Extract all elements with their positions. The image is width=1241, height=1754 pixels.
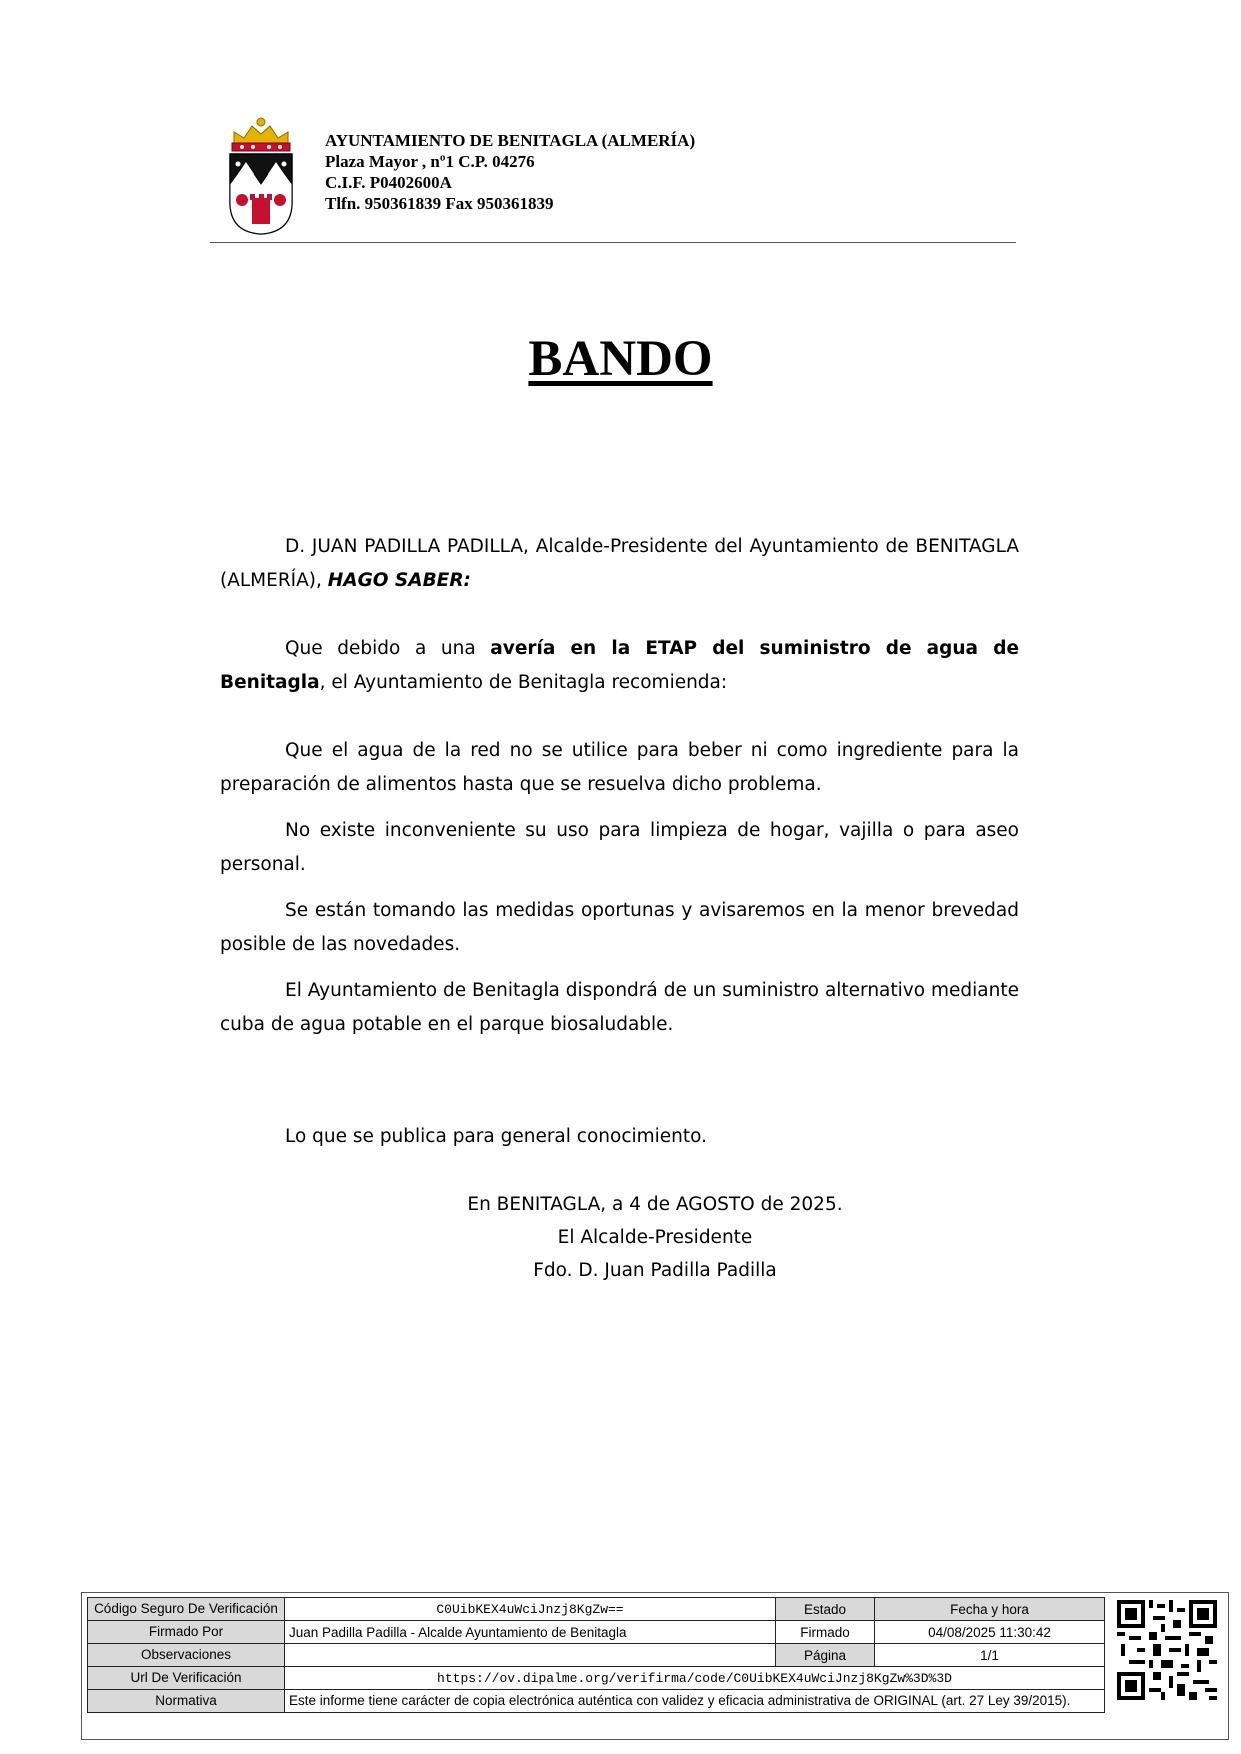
csv-label: Código Seguro De Verificación	[88, 1598, 285, 1621]
qr-code-icon	[1117, 1600, 1217, 1700]
hago-saber: HAGO SABER:	[327, 570, 471, 591]
pagina-value: 1/1	[875, 1644, 1105, 1667]
coat-of-arms-icon	[226, 114, 296, 236]
header-divider	[210, 242, 1016, 243]
signature-role: El Alcalde-Presidente	[557, 1227, 753, 1248]
fecha-label: Fecha y hora	[875, 1598, 1105, 1621]
observaciones-label: Observaciones	[88, 1644, 285, 1667]
paragraph-recommendation: Que el agua de la red no se utilice para beber ni como ingrediente para la preparación de alimentos hasta que se resuelva dicho problema.	[220, 740, 1019, 795]
signature-block	[420, 1188, 890, 1287]
council-name: AYUNTAMIENTO DE BENITAGLA (ALMERÍA)	[325, 131, 696, 150]
signature-place-date: En BENITAGLA, a 4 de AGOSTO de 2025.	[467, 1194, 843, 1215]
estado-label: Estado	[776, 1598, 875, 1621]
notice-text-a: Que debido a una	[285, 638, 491, 659]
verification-footer	[81, 1592, 1229, 1740]
observaciones-value	[285, 1644, 776, 1667]
paragraph-intro	[220, 530, 1019, 598]
notice-text-bold: avería en la ETAP del suministro de agua de Benitagla	[220, 638, 1019, 693]
council-phone: Tlfn. 950361839 Fax 950361839	[325, 194, 554, 213]
document-title: BANDO	[528, 331, 713, 387]
signature-name: Fdo. D. Juan Padilla Padilla	[533, 1260, 777, 1281]
normativa-label: Normativa	[88, 1690, 285, 1713]
verification-table	[87, 1597, 1105, 1713]
url-label: Url De Verificación	[88, 1667, 285, 1690]
paragraph-usage: No existe inconveniente su uso para limpieza de hogar, vajilla o para aseo personal.	[220, 820, 1019, 875]
firmado-por-label: Firmado Por	[88, 1621, 285, 1644]
paragraph-publication: Lo que se publica para general conocimiento.	[285, 1126, 708, 1147]
estado-value: Firmado	[776, 1621, 875, 1644]
council-address: Plaza Mayor , nº1 C.P. 04276	[325, 152, 535, 171]
fecha-value: 04/08/2025 11:30:42	[875, 1621, 1105, 1644]
pagina-label: Página	[776, 1644, 875, 1667]
url-value[interactable]: https://ov.dipalme.org/verifirma/code/C0UibKEX4uWciJnzj8KgZw%3D%3D	[285, 1667, 1105, 1690]
paragraph-notice	[220, 632, 1019, 700]
firmado-por-value: Juan Padilla Padilla - Alcalde Ayuntamiento de Benitagla	[285, 1621, 776, 1644]
intro-text: D. JUAN PADILLA PADILLA, Alcalde-Presidente del Ayuntamiento de BENITAGLA (ALMERÍA),	[220, 536, 1019, 591]
paragraph-alternative: El Ayuntamiento de Benitagla dispondrá de un suministro alternativo mediante cuba de agua potable en el parque biosaludable.	[220, 980, 1019, 1035]
document-body	[220, 530, 1019, 1154]
letterhead-text	[325, 130, 695, 214]
paragraph-measures: Se están tomando las medidas oportunas y avisaremos en la menor brevedad posible de las novedades.	[220, 900, 1019, 955]
notice-text-c: , el Ayuntamiento de Benitagla recomienda:	[319, 672, 728, 693]
normativa-value: Este informe tiene carácter de copia electrónica auténtica con validez y eficacia administrativa de ORIGINAL (art. 27 Ley 39/2015).	[285, 1690, 1105, 1713]
csv-value: C0UibKEX4uWciJnzj8KgZw==	[285, 1598, 776, 1621]
council-cif: C.I.F. P0402600A	[325, 173, 452, 192]
